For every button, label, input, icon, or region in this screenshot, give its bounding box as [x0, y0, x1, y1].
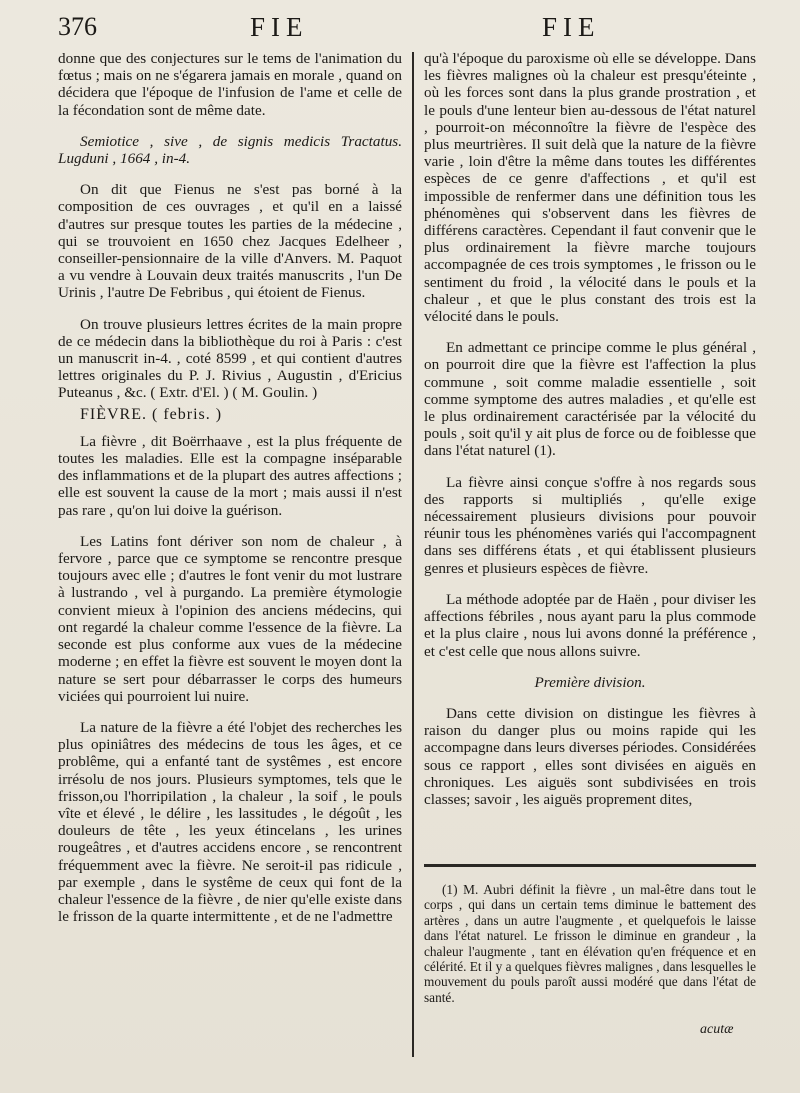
- column-divider: [412, 52, 414, 1057]
- bibliographic-reference: Semiotice , sive , de signis medicis Tractatus. Lugduni , 1664 , in-4.: [58, 132, 402, 168]
- paragraph: La nature de la fièvre a été l'objet des recherches les plus opiniâtres des médecins de tous les âges, et ce problême, qui a enfanté tant de systêmes , est encore irrésolu de nos jours. Plusieurs symptomes, tels que le frisson,ou l'horripilation , la chaleur , la soif , le pouls vîte et élevé , le délire , les lassitudes , le dégoût , les douleurs de tête , les yeux étincelans , les urines rougeâtres , et d'autres accidens encore , se rencontrent fréquemment avec la fièvre. Ne seroit-il pas ridicule , par exemple , dans le systême de ceux qui font de la chaleur l'essence de la fièvre , de nier qu'elle existe dans le frisson de la quarte intermittente , et de ne l'admettre: [58, 718, 402, 926]
- catchword: acutæ: [700, 1022, 734, 1037]
- paragraph: On dit que Fienus ne s'est pas borné à la composition de ces ouvrages , et qu'il en a laissé d'autres sur presque toutes les parties de la médecine , qui se trouvoient en 1650 chez Jacques Edelheer , conseiller-pensionnaire de la ville d'Anvers. M. Paquot a vu vendre à Louvain deux traités manuscrits , l'un De Urinis , l'autre De Febribus , qui étoient de Fienus.: [58, 181, 402, 302]
- footnote-separator: [424, 864, 756, 867]
- paragraph: Dans cette division on distingue les fièvres à raison du danger plus ou moins rapide qui les accompagne dans leurs diverses périodes. Considérées sous ce rapport , elles sont divisées en aiguës en chroniques. Les aiguës sont subdivisées en trois classes; savoir , les aiguës proprement dites,: [424, 704, 756, 808]
- left-column: [58, 50, 402, 939]
- running-head-left: FIE: [250, 12, 309, 42]
- page-number: 376: [58, 12, 97, 41]
- footnote: (1) M. Aubri définit la fièvre , un mal-être dans tout le corps , qui dans un certain tems diminue le battement des artères , dans un autre l'augmente , et quelquefois le laisse dans l'état naturel. Le frisson le diminue en grandeur , la chaleur l'augmente , tant en élévation qu'en fréquence et en célérité. Et il y a quelques fièvres malignes , dans lesquelles le mouvement du pouls paroît aussi modéré que dans l'état de santé.: [424, 882, 756, 1005]
- paragraph: donne que des conjectures sur le tems de l'animation du fœtus ; mais on ne s'égarera jamais en morale , quand on décidera que l'époque de l'infusion de l'ame et celle de la fécondation sont de même date.: [58, 50, 402, 119]
- paragraph: On trouve plusieurs lettres écrites de la main propre de ce médecin dans la bibliothèque du roi à Paris : c'est un manuscrit in-4. , coté 8599 , et qui contient d'autres lettres originales du P. J. Rivius , Augustin , d'Ericius Puteanus , &c. ( Extr. d'El. ) ( M. Goulin. ): [58, 315, 402, 402]
- paragraph: Les Latins font dériver son nom de chaleur , à fervore , parce que ce symptome se rencontre presque toujours avec elle ; d'autres le font venir du mot lustrare à lustrando , vel à purgando. La première étymologie convient mieux à l'opinion des anciens médecins, qui ont regardé la chaleur comme l'essence de la fièvre. La seconde est plus conforme aux vues de la médecine moderne ; en effet la fièvre est souvent le moyen dont la nature se sert pour débarrasser le corps des humeurs viciées qui pourroient lui nuire.: [58, 532, 402, 705]
- paragraph: La fièvre , dit Boërrhaave , est la plus fréquente de toutes les maladies. Elle est la compagne inséparable des inflammations et de la plupart des autres affections ; elle est souvent la cause de la mort ; mais aussi il n'est pas rare , qu'on lui doive la guérison.: [58, 432, 402, 519]
- paragraph: En admettant ce principe comme le plus général , on pourroit dire que la fièvre est l'affection la plus commune , soit comme maladie essentielle , soit comme symptome des autres maladies , et qu'elle est le plus ordinairement caractérisée par la vélocité du pouls , soit qu'il y ait plus de force ou de foiblesse que dans l'état naturel (1).: [424, 339, 756, 460]
- paragraph: qu'à l'époque du paroxisme où elle se développe. Dans les fièvres malignes où la chaleur est presqu'éteinte , où les forces sont dans la plus grande prostration , et le pouls d'une lenteur bien au-dessous de l'état naturel , pourroit-on méconnoître la fièvre de l'espèce des plus meurtrières. Il suit delà que la nature de la fièvre varie , loin d'être la même dans toutes les différentes espèces de ce genre d'affections , et qu'il est impossible de renfermer dans une définition tous les phénomènes qui s'observent dans les fièvres de différens caractères. Cependant il faut convenir que le plus ordinairement la fièvre marche toujours accompagnée de ces trois symptomes , le frisson ou le sentiment du froid , la vélocité dans le pouls et la chaleur , et que le plus constant des trois est la vélocité dans le pouls.: [424, 50, 756, 326]
- paragraph: La fièvre ainsi conçue s'offre à nos regards sous des rapports si multipliés , qu'elle exige nécessairement plusieurs divisions pour pouvoir réunir tous les phénomènes variés qui l'accompagnent dans ses différens états , et qui établissent plusieurs genres et plusieurs espèces de fièvre.: [424, 473, 756, 577]
- paragraph: La méthode adoptée par de Haën , pour diviser les affections fébriles , nous ayant paru la plus commode et la plus claire , nous lui avons donné la préférence , et c'est celle que nous allons suivre.: [424, 590, 756, 660]
- entry-title: FIÈVRE. ( febris. ): [80, 405, 223, 423]
- running-head-right: FIE: [542, 12, 601, 42]
- right-column: [424, 50, 756, 822]
- page-header: [0, 12, 800, 48]
- section-heading: Première division.: [534, 673, 646, 691]
